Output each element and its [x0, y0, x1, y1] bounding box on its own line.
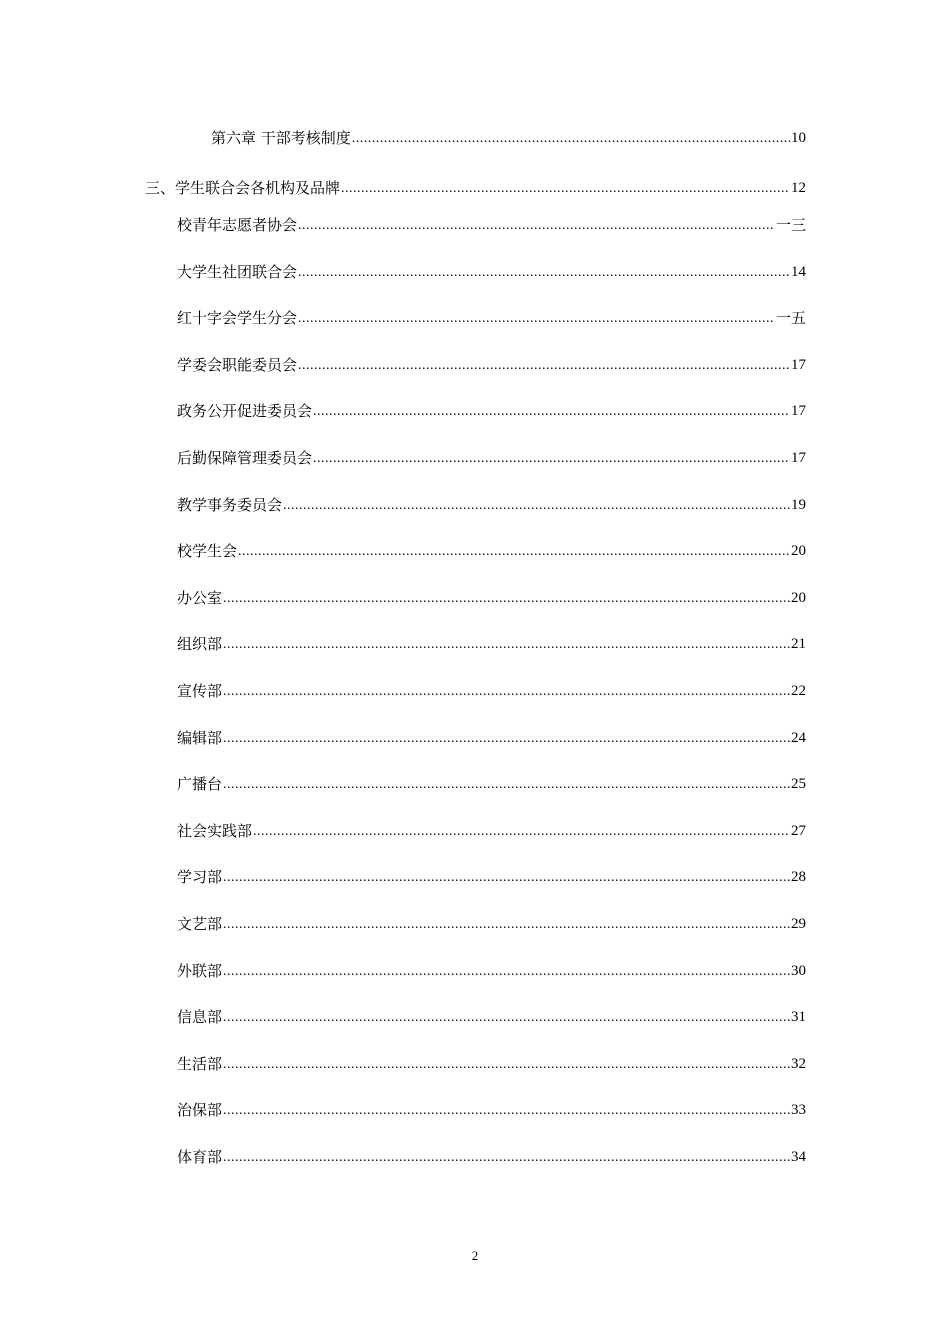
dot-leader: [298, 310, 775, 328]
dot-leader: [223, 730, 790, 748]
toc-entry-label: 外联部: [177, 962, 223, 980]
dot-leader: [253, 823, 790, 841]
toc-entry-label: 社会实践部: [177, 822, 253, 840]
toc-entry[interactable]: [177, 258, 806, 282]
toc-entry-label: 第六章 干部考核制度: [211, 129, 351, 147]
toc-entry[interactable]: [177, 444, 806, 468]
dot-leader: [298, 264, 790, 282]
toc-page-number: 20: [791, 543, 806, 559]
toc-entry-label: 办公室: [177, 589, 223, 607]
toc-page-number: 一三: [775, 216, 806, 234]
dot-leader: [352, 130, 790, 148]
toc-entry[interactable]: [177, 910, 806, 934]
toc-page-number: 10: [791, 130, 806, 146]
toc-entry[interactable]: [177, 211, 806, 235]
dot-leader: [313, 403, 790, 421]
toc-page-number: 17: [791, 403, 806, 419]
toc-entry[interactable]: [177, 817, 806, 841]
toc-page-number: 28: [791, 869, 806, 885]
toc-page-number: 17: [791, 357, 806, 373]
toc-page-number: 30: [791, 963, 806, 979]
page-number: 2: [471, 1248, 479, 1263]
dot-leader: [223, 869, 790, 887]
dot-leader: [223, 963, 790, 981]
dot-leader: [298, 217, 775, 235]
toc-entry-label: 体育部: [177, 1148, 223, 1166]
toc-entry-label: 广播台: [177, 775, 223, 793]
toc-entry-label: 政务公开促进委员会: [177, 402, 313, 420]
toc-entry[interactable]: [177, 1003, 806, 1027]
toc-page-number: 17: [791, 450, 806, 466]
dot-leader: [223, 916, 790, 934]
toc-entry-label: 学委会职能委员会: [177, 356, 298, 374]
dot-leader: [341, 180, 790, 198]
toc-entry[interactable]: [177, 1143, 806, 1167]
toc-entry-label: 文艺部: [177, 915, 223, 933]
toc-entry-label: 组织部: [177, 635, 223, 653]
dot-leader: [223, 776, 790, 794]
toc-page-number: 22: [791, 683, 806, 699]
toc-entry[interactable]: [177, 584, 806, 608]
toc-entry-label: 红十字会学生分会: [177, 309, 298, 327]
toc-page-number: 19: [791, 497, 806, 513]
toc-chapter-6[interactable]: [211, 124, 806, 148]
toc-entry[interactable]: [177, 957, 806, 981]
toc-page-number: 12: [791, 180, 806, 196]
toc-entry-label: 编辑部: [177, 729, 223, 747]
dot-leader: [313, 450, 790, 468]
toc-entry[interactable]: [177, 1096, 806, 1120]
toc-entry-label: 信息部: [177, 1008, 223, 1026]
toc-page-number: 29: [791, 916, 806, 932]
dot-leader: [223, 1102, 790, 1120]
toc-entry-label: 三、学生联合会各机构及品牌: [145, 179, 341, 197]
dot-leader: [223, 590, 790, 608]
toc-entry[interactable]: [177, 304, 806, 328]
toc-page-number: 32: [791, 1056, 806, 1072]
toc-entry[interactable]: [177, 491, 806, 515]
toc-entry[interactable]: [177, 677, 806, 701]
toc-entry-label: 后勤保障管理委员会: [177, 449, 313, 467]
dot-leader: [238, 543, 790, 561]
toc-page-number: 一五: [775, 309, 806, 327]
dot-leader: [223, 683, 790, 701]
dot-leader: [223, 1149, 790, 1167]
toc-entry-label: 校学生会: [177, 542, 238, 560]
toc-entry-label: 大学生社团联合会: [177, 263, 298, 281]
toc-entry[interactable]: [177, 770, 806, 794]
dot-leader: [298, 357, 790, 375]
toc-entry-label: 宣传部: [177, 682, 223, 700]
toc-entry[interactable]: [177, 537, 806, 561]
toc-entry-label: 校青年志愿者协会: [177, 216, 298, 234]
toc-entry-label: 治保部: [177, 1101, 223, 1119]
toc-entry[interactable]: [177, 351, 806, 375]
toc-entry[interactable]: [177, 630, 806, 654]
toc-page-number: 20: [791, 590, 806, 606]
toc-page-number: 31: [791, 1009, 806, 1025]
toc-page-number: 34: [791, 1149, 806, 1165]
toc-entry[interactable]: [177, 724, 806, 748]
toc-entry[interactable]: [177, 397, 806, 421]
toc-page-number: 24: [791, 730, 806, 746]
dot-leader: [223, 1056, 790, 1074]
toc-section-3[interactable]: [145, 174, 806, 198]
toc-entry-label: 学习部: [177, 868, 223, 886]
toc-entry-label: 生活部: [177, 1055, 223, 1073]
dot-leader: [223, 1009, 790, 1027]
toc-page-number: 25: [791, 776, 806, 792]
toc-page-number: 21: [791, 636, 806, 652]
toc-entry[interactable]: [177, 863, 806, 887]
toc-page-number: 27: [791, 823, 806, 839]
dot-leader: [283, 497, 790, 515]
dot-leader: [223, 636, 790, 654]
toc-page-number: 33: [791, 1102, 806, 1118]
toc-page-number: 14: [791, 264, 806, 280]
toc-entry[interactable]: [177, 1050, 806, 1074]
toc-entry-label: 教学事务委员会: [177, 496, 283, 514]
